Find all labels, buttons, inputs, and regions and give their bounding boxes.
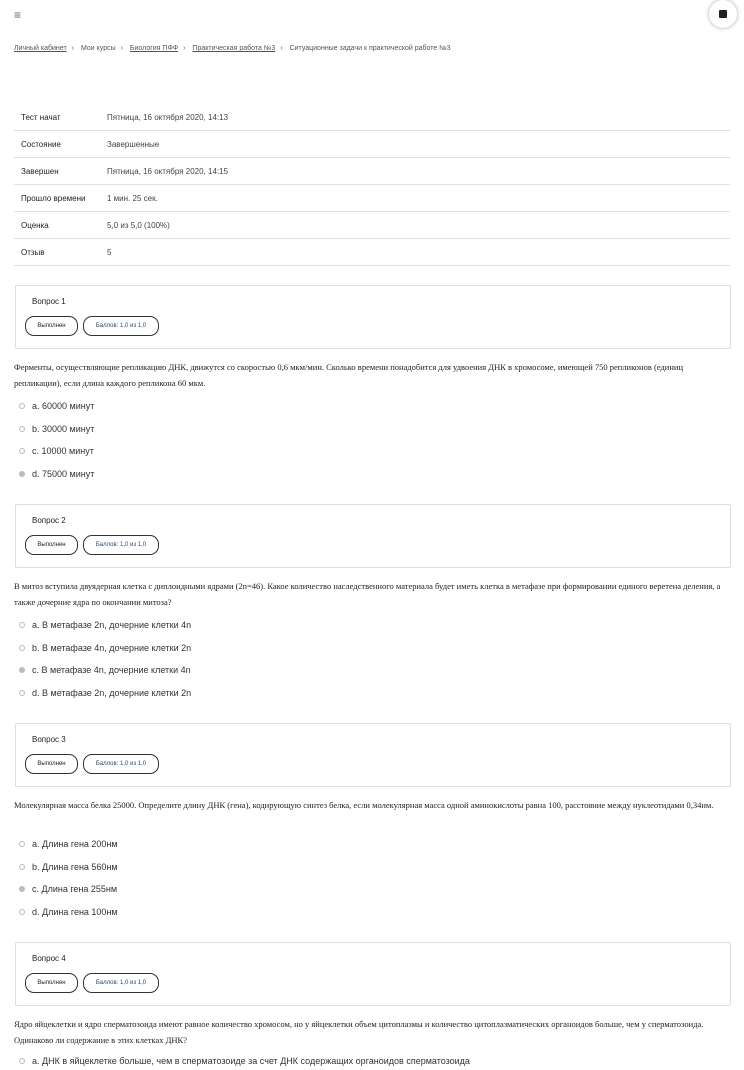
- answer-option[interactable]: [19, 884, 117, 894]
- answer-option[interactable]: [19, 620, 191, 630]
- answer-label: d. Длина гена 100нм: [32, 907, 118, 917]
- answer-label: a. 60000 минут: [32, 401, 95, 411]
- answer-option[interactable]: [19, 907, 118, 917]
- breadcrumb-dashboard[interactable]: Личный кабинет: [14, 45, 67, 52]
- answer-option[interactable]: [19, 469, 94, 479]
- summary-value: Пятница, 16 октября 2020, 14:15: [107, 158, 730, 185]
- radio-button[interactable]: [19, 426, 25, 432]
- summary-value: 1 мин. 25 сек.: [107, 185, 730, 212]
- answer-label: b. 30000 минут: [32, 424, 95, 434]
- attempt-summary-table: [14, 104, 730, 266]
- radio-button[interactable]: [19, 448, 25, 454]
- question-text: Молекулярная масса белка 25000. Определите длину ДНК (гена), кодирующую синтез белка, если молекулярная масса одной аминокислоты равна 100, расстояние между нуклеотидами 0,34нм.: [14, 800, 714, 810]
- menu-icon[interactable]: ≡: [14, 8, 22, 22]
- breadcrumb-course[interactable]: Биология ПФФ: [129, 45, 179, 52]
- question-status-badge: Выполнен: [25, 535, 78, 555]
- question-text: В митоз вступила двуядерная клетка с диплоидными ядрами (2n=46). Какое количество наследственного материала будет иметь клетка в метафазе при формировании единого веретена деления, а также дочерние ядра по окончании митоза?: [14, 581, 721, 607]
- question-score-badge: Баллов: 1,0 из 1,0: [83, 316, 159, 336]
- answer-option[interactable]: [19, 401, 94, 411]
- top-bar: [0, 0, 744, 30]
- question-title: Вопрос 1: [32, 297, 66, 306]
- question-title: Вопрос 3: [32, 735, 66, 744]
- answer-option[interactable]: [19, 839, 118, 849]
- question-score-badge: Баллов: 1,0 из 1,0: [83, 973, 159, 993]
- question-score-badge: Баллов: 1,0 из 1,0: [83, 535, 159, 555]
- summary-row: [14, 158, 730, 185]
- question-info-box: [15, 723, 731, 787]
- answer-label: c. Длина гена 255нм: [32, 884, 118, 894]
- radio-button[interactable]: [19, 1058, 25, 1064]
- summary-key: Отзыв: [14, 239, 107, 266]
- summary-key: Тест начат: [14, 104, 107, 131]
- summary-key: Оценка: [14, 212, 107, 239]
- answer-option[interactable]: [19, 862, 118, 872]
- radio-button[interactable]: [19, 622, 25, 628]
- breadcrumb-practical-work[interactable]: Практическая работа №3: [192, 45, 276, 52]
- question-text: Ферменты, осуществляющие репликацию ДНК, движутся со скоростью 0,6 мкм/мин. Сколько времени понадобится для удвоения ДНК в хромосоме, имеющей 750 репликонов (единиц репликации), если длина каждого репликона 60 мкм.: [14, 362, 684, 388]
- question-status-badge: Выполнен: [25, 973, 78, 993]
- answer-label: c. 10000 минут: [32, 446, 94, 456]
- question-info-box: [15, 942, 731, 1006]
- question-title: Вопрос 2: [32, 516, 66, 525]
- summary-row: [14, 212, 730, 239]
- answer-label: c. В метафазе 4n, дочерние клетки 4n: [32, 665, 191, 675]
- radio-button-selected[interactable]: [19, 471, 25, 477]
- summary-key: Завершен: [14, 158, 107, 185]
- question-info-box: [15, 285, 731, 349]
- answer-label: a. ДНК в яйцеклетке больше, чем в сперматозоиде за счет ДНК содержащих органоидов сперматозоида: [32, 1056, 470, 1066]
- answer-label: a. Длина гена 200нм: [32, 839, 118, 849]
- summary-key: Состояние: [14, 131, 107, 158]
- breadcrumb-my-courses[interactable]: Мои курсы: [80, 45, 116, 52]
- summary-row: [14, 185, 730, 212]
- radio-button[interactable]: [19, 645, 25, 651]
- breadcrumb-current: Ситуационные задачи к практической работе №3: [289, 45, 451, 52]
- summary-row: [14, 104, 730, 131]
- answer-option[interactable]: [19, 446, 94, 456]
- question-status-badge: Выполнен: [25, 754, 78, 774]
- user-icon: [719, 10, 727, 18]
- question-text: Ядро яйцеклетки и ядро сперматозоида имеют равное количество хромосом, но у яйцеклетки объем цитоплазмы и количество цитоплазматических органоидов больше, чем у сперматозоида. Одинаково ли содержание в этих клетках ДНК?: [14, 1019, 704, 1045]
- radio-button[interactable]: [19, 403, 25, 409]
- radio-button[interactable]: [19, 909, 25, 915]
- answer-label: b. Длина гена 560нм: [32, 862, 118, 872]
- radio-button-selected[interactable]: [19, 667, 25, 673]
- question-title: Вопрос 4: [32, 954, 66, 963]
- summary-key: Прошло времени: [14, 185, 107, 212]
- user-menu-button[interactable]: [709, 0, 737, 28]
- answer-label: d. В метафазе 2n, дочерние клетки 2n: [32, 688, 192, 698]
- question-info-box: [15, 504, 731, 568]
- answer-option[interactable]: [19, 424, 94, 434]
- summary-value: Завершенные: [107, 131, 730, 158]
- summary-value: 5: [107, 239, 730, 266]
- answer-option[interactable]: [19, 1056, 470, 1066]
- summary-value: Пятница, 16 октября 2020, 14:13: [107, 104, 730, 131]
- summary-row: [14, 131, 730, 158]
- answer-option[interactable]: [19, 665, 191, 675]
- radio-button-selected[interactable]: [19, 886, 25, 892]
- answer-option[interactable]: [19, 688, 191, 698]
- breadcrumb: Личный кабинет › Мои курсы › Биология ПФФ › Практическая работа №3 › Ситуационные задачи к практической работе №3: [14, 45, 451, 52]
- answer-label: d. 75000 минут: [32, 469, 95, 479]
- answer-label: a. В метафазе 2n, дочерние клетки 4n: [32, 620, 192, 630]
- answer-option[interactable]: [19, 643, 191, 653]
- summary-value: 5,0 из 5,0 (100%): [107, 212, 730, 239]
- radio-button[interactable]: [19, 690, 25, 696]
- summary-row: [14, 239, 730, 266]
- radio-button[interactable]: [19, 864, 25, 870]
- radio-button[interactable]: [19, 841, 25, 847]
- answer-label: b. В метафазе 4n, дочерние клетки 2n: [32, 643, 192, 653]
- question-status-badge: Выполнен: [25, 316, 78, 336]
- question-score-badge: Баллов: 1,0 из 1,0: [83, 754, 159, 774]
